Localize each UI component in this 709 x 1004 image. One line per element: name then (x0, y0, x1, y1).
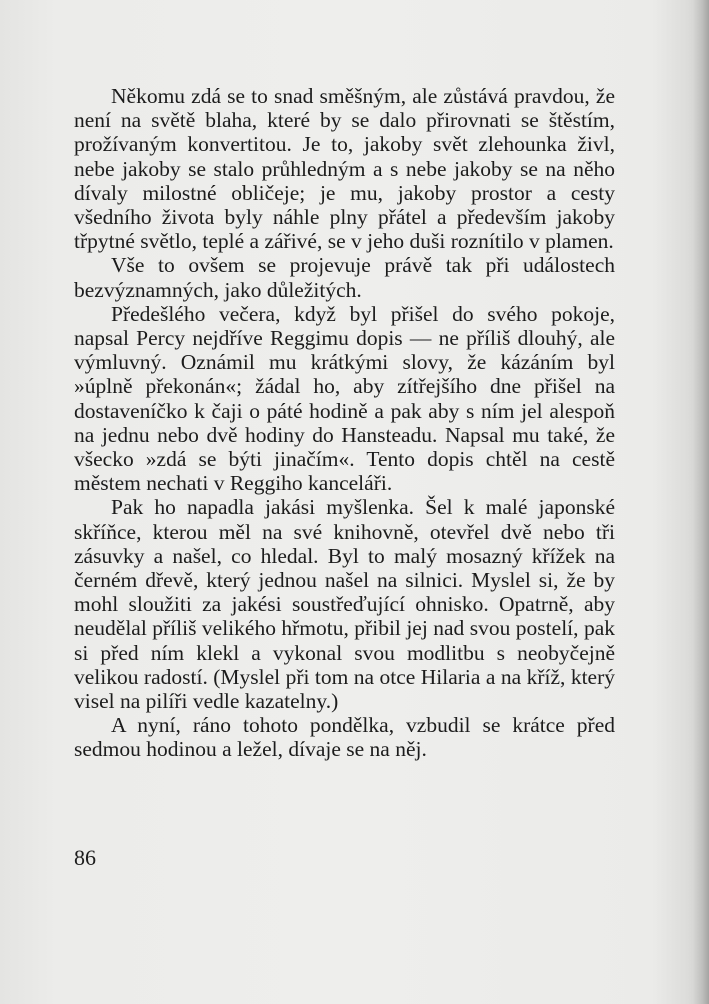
page-number: 86 (74, 845, 96, 870)
page-edge-shadow (693, 0, 709, 1004)
body-text (74, 84, 615, 762)
paragraph-4: Pak ho napadla jakási myšlenka. Šel k malé japonské skříňce, kterou měl na své knihovně, otevřel dvě nebo tři zásuvky a našel, co hledal. Byl to malý mosazný křížek na černém dřevě, který jednou našel na silnici. Myslel si, že by mohl sloužiti za jakési soustřeďující ohnisko. Opatrně, aby neudělal příliš velikého hřmotu, přibil jej nad svou postelí, pak si před ním klekl a vykonal svou modlitbu s neobyčejně velikou radostí. (Myslel při tom na otce Hilaria a na kříž, který visel na pilíři vedle kazatelny.) (74, 495, 615, 714)
paragraph-2: Vše to ovšem se projevuje právě tak při událostech bezvýznamných, jako důležitých. (74, 253, 615, 302)
paragraph-1: Někomu zdá se to snad směšným, ale zůstává pravdou, že není na světě blaha, které by se dalo přirovnati se štěstím, prožívaným konvertitou. Je to, jakoby svět zlehounka živl, nebe jakoby se stalo průhledným a s nebe jakoby se na něho dívaly milostné obličeje; je mu, jakoby prostor a cesty všedního života byly náhle plny přátel a především jakoby třpytné světlo, teplé a zářivé, se v jeho duši roznítilo v plamen. (74, 84, 615, 254)
paragraph-3: Předešlého večera, když byl přišel do svého pokoje, napsal Percy nejdříve Reggimu dopis — ne příliš dlouhý, ale výmluvný. Oznámil mu krátkými slovy, že kázáním byl »úplně překonán«; žádal ho, aby zítřejšího dne přišel na dostaveníčko k čaji o páté hodině a pak aby s ním jel alespoň na jednu nebo dvě hodiny do Hansteadu. Napsal mu také, že všecko »zdá se býti jinačím«. Tento dopis chtěl na cestě městem nechati v Reggiho kanceláři. (74, 301, 615, 496)
paragraph-5: A nyní, ráno tohoto pondělka, vzbudil se krátce před sedmou hodinou a ležel, dívaje se na něj. (74, 713, 615, 762)
